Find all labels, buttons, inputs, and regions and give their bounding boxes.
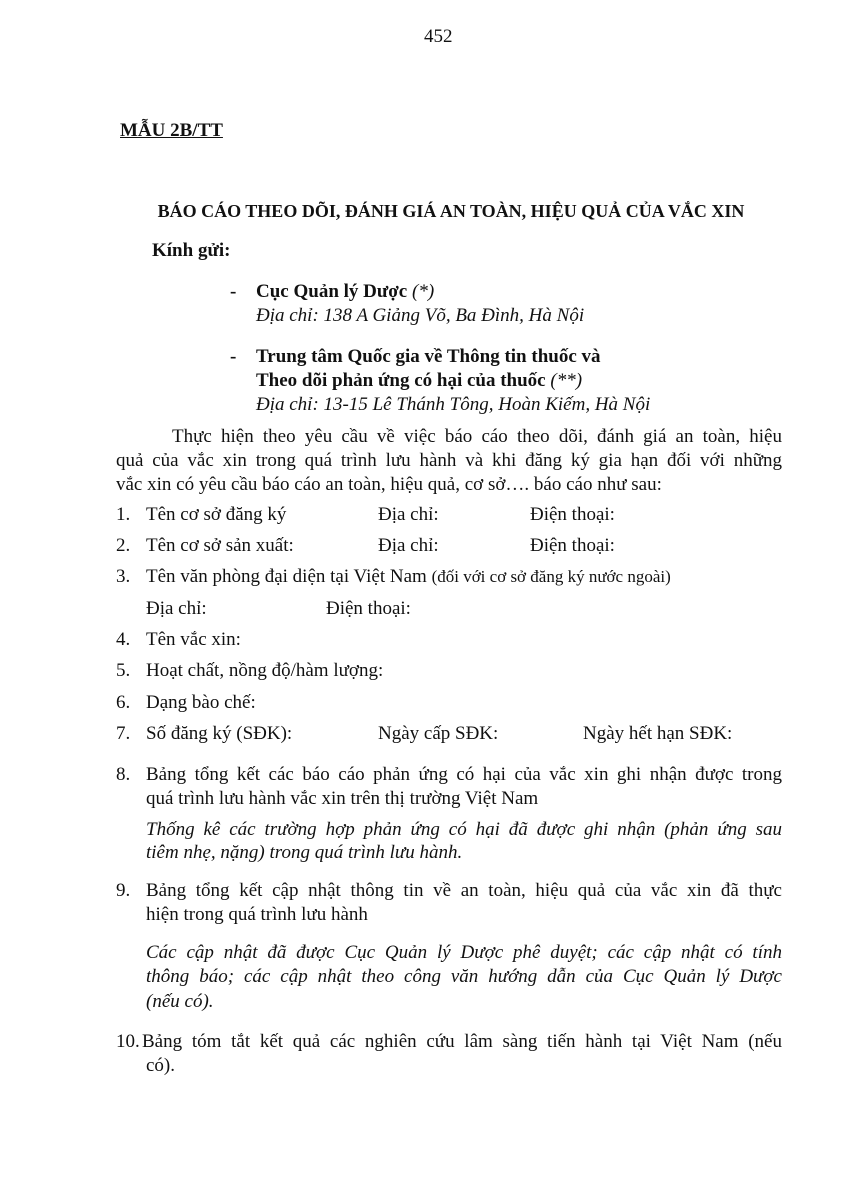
- item-text-line: Bảng tổng kết các báo cáo phản ứng có hại của vắc xin ghi nhận được trong: [146, 764, 782, 785]
- recipient-name: Cục Quản lý Dược: [256, 281, 408, 302]
- item-text: Tên cơ sở sản xuất:: [146, 535, 294, 556]
- item-number: 9.: [116, 880, 131, 901]
- footnote-mark: (**): [550, 370, 583, 391]
- recipient-name-line: [256, 280, 434, 304]
- address-label: Địa chỉ:: [146, 598, 207, 619]
- expiry-date-label: Ngày hết hạn SĐK:: [583, 723, 733, 744]
- item-number: 7.: [116, 723, 131, 744]
- item-number: 5.: [116, 660, 131, 681]
- item-note-line: Thống kê các trường hợp phản ứng có hại đã được ghi nhận (phản ứng sau: [146, 819, 782, 840]
- item-text-line: hiện trong quá trình lưu hành: [146, 904, 368, 925]
- document-title: BÁO CÁO THEO DÕI, ĐÁNH GIÁ AN TOÀN, HIỆU QUẢ CỦA VẮC XIN: [157, 201, 745, 221]
- item-text: Tên cơ sở đăng ký: [146, 504, 287, 525]
- phone-label: Điện thoại:: [326, 598, 411, 619]
- item-text: Tên vắc xin:: [146, 629, 241, 650]
- form-code: MẪU 2B/TT: [120, 120, 223, 141]
- item-number: 10.: [116, 1031, 140, 1052]
- address-label: Địa chỉ:: [378, 535, 439, 556]
- item-number: 2.: [116, 535, 131, 556]
- issue-date-label: Ngày cấp SĐK:: [378, 723, 499, 744]
- item-number: 1.: [116, 504, 131, 525]
- item-note-line: tiêm nhẹ, nặng) trong quá trình lưu hành.: [146, 842, 463, 863]
- recipient-address: Địa chỉ: 13-15 Lê Thánh Tông, Hoàn Kiếm, Hà Nội: [256, 394, 651, 415]
- item-text-line: Bảng tổng kết cập nhật thông tin về an toàn, hiệu quả của vắc xin đã thực: [146, 880, 782, 901]
- item-text-line: Bảng tóm tắt kết quả các nghiên cứu lâm sàng tiến hành tại Việt Nam (nếu: [142, 1031, 782, 1052]
- recipient-name-line2: Theo dõi phản ứng có hại của thuốc: [256, 370, 546, 391]
- intro-line: Thực hiện theo yêu cầu về việc báo cáo theo dõi, đánh giá an toàn, hiệu: [172, 426, 782, 447]
- item-number: 3.: [116, 566, 131, 587]
- item-text-note: (đối với cơ sở đăng ký nước ngoài): [431, 567, 671, 586]
- phone-label: Điện thoại:: [530, 535, 615, 556]
- intro-line: vắc xin có yêu cầu báo cáo an toàn, hiệu quả, cơ sở…. báo cáo như sau:: [116, 474, 662, 495]
- recipient-name-line: [256, 369, 582, 393]
- salutation: Kính gửi:: [152, 240, 231, 261]
- item-note-line: Các cập nhật đã được Cục Quản lý Dược phê duyệt; các cập nhật có tính: [146, 942, 782, 963]
- item-number: 8.: [116, 764, 131, 785]
- item-note-line: thông báo; các cập nhật theo công văn hướng dẫn của Cục Quản lý Dược: [146, 966, 782, 987]
- item-text: Số đăng ký (SĐK):: [146, 723, 293, 744]
- dash: -: [230, 281, 237, 302]
- item-text-line: quá trình lưu hành vắc xin trên thị trường Việt Nam: [146, 788, 539, 809]
- dash: -: [230, 346, 237, 367]
- item-text: Tên văn phòng đại diện tại Việt Nam: [146, 566, 427, 587]
- item-text: Dạng bào chế:: [146, 692, 256, 713]
- item-number: 4.: [116, 629, 131, 650]
- item-text: Hoạt chất, nồng độ/hàm lượng:: [146, 660, 384, 681]
- intro-line: quả của vắc xin trong quá trình lưu hành và khi đăng ký gia hạn đối với những: [116, 450, 782, 471]
- item-text-line: [146, 565, 671, 589]
- phone-label: Điện thoại:: [530, 504, 615, 525]
- footnote-mark: (*): [412, 281, 435, 302]
- item-number: 6.: [116, 692, 131, 713]
- recipient-name-line1: Trung tâm Quốc gia về Thông tin thuốc và: [256, 346, 601, 367]
- item-note-line: (nếu có).: [146, 991, 214, 1012]
- item-text-line: có).: [146, 1055, 176, 1076]
- page-number: 452: [424, 26, 453, 47]
- address-label: Địa chỉ:: [378, 504, 439, 525]
- recipient-address: Địa chỉ: 138 A Giảng Võ, Ba Đình, Hà Nội: [256, 305, 585, 326]
